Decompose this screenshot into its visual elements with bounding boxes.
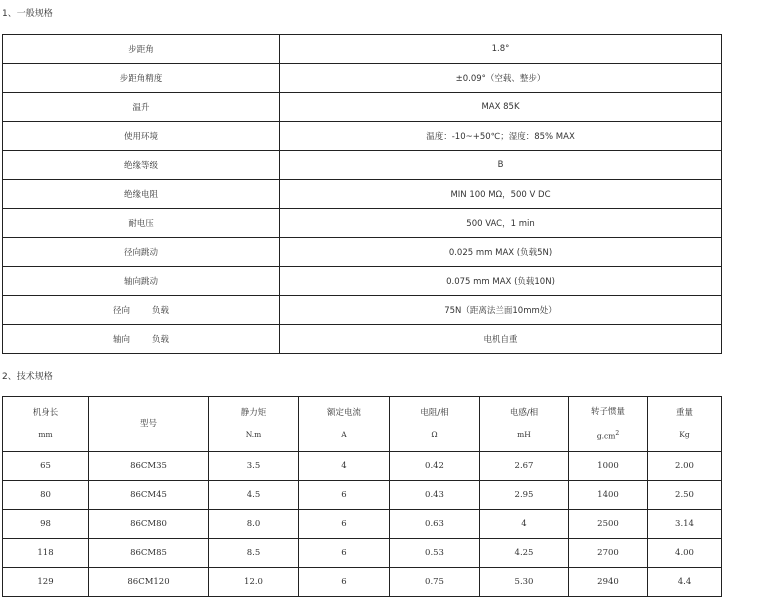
table-row <box>3 481 722 510</box>
cell-rated-current: 6 <box>299 568 390 597</box>
cell-body-length: 98 <box>3 510 89 539</box>
header-holding-torque: 静力矩 N.m <box>209 397 299 452</box>
technical-specs-table <box>2 396 722 597</box>
cell-rated-current: 4 <box>299 452 390 481</box>
cell-weight: 3.14 <box>648 510 722 539</box>
table-row <box>3 452 722 481</box>
header-resistance: 电阻/相 Ω <box>390 397 480 452</box>
cell-resistance: 0.43 <box>390 481 480 510</box>
cell-body-length: 129 <box>3 568 89 597</box>
spec-label: 径向跳动 <box>3 238 280 267</box>
spec-label: 步距角精度 <box>3 64 280 93</box>
spec-label: 使用环境 <box>3 122 280 151</box>
spec-label <box>3 296 280 325</box>
cell-resistance: 0.75 <box>390 568 480 597</box>
cell-holding-torque: 3.5 <box>209 452 299 481</box>
spec-value: MAX 85K <box>280 93 722 122</box>
cell-model: 86CM120 <box>89 568 209 597</box>
spec-label-load: 负载 <box>152 306 170 316</box>
table-row <box>3 510 722 539</box>
cell-rated-current: 6 <box>299 510 390 539</box>
cell-weight: 2.50 <box>648 481 722 510</box>
section-title-technical-specs: 2、技术规格 <box>2 372 53 382</box>
cell-rotor-inertia: 2940 <box>569 568 648 597</box>
spec-row-radial-runout <box>3 238 722 267</box>
cell-model: 86CM45 <box>89 481 209 510</box>
spec-label: 绝缘等级 <box>3 151 280 180</box>
cell-inductance: 2.95 <box>480 481 569 510</box>
spec-row-insulation-resistance <box>3 180 722 209</box>
spec-value: 1.8° <box>280 35 722 64</box>
spec-row-axial-load <box>3 325 722 354</box>
header-rated-current: 额定电流 A <box>299 397 390 452</box>
cell-holding-torque: 8.0 <box>209 510 299 539</box>
cell-rotor-inertia: 2500 <box>569 510 648 539</box>
cell-rated-current: 6 <box>299 481 390 510</box>
spec-label: 绝缘电阻 <box>3 180 280 209</box>
cell-holding-torque: 4.5 <box>209 481 299 510</box>
section-title-general-specs: 1、一般规格 <box>2 9 53 19</box>
spec-value: ±0.09°（空载、整步） <box>280 64 722 93</box>
spec-value: 温度：-10~+50℃；湿度：85% MAX <box>280 122 722 151</box>
header-body-length: 机身长 mm <box>3 397 89 452</box>
spec-row-step-accuracy <box>3 64 722 93</box>
table-row <box>3 539 722 568</box>
cell-holding-torque: 12.0 <box>209 568 299 597</box>
spec-label: 步距角 <box>3 35 280 64</box>
spec-label: 温升 <box>3 93 280 122</box>
header-inductance: 电感/相 mH <box>480 397 569 452</box>
spec-value: 电机自重 <box>280 325 722 354</box>
spec-label: 耐电压 <box>3 209 280 238</box>
cell-body-length: 65 <box>3 452 89 481</box>
cell-rotor-inertia: 1400 <box>569 481 648 510</box>
spec-value: 0.025 mm MAX (负载5N) <box>280 238 722 267</box>
spec-label-direction: 轴向 <box>112 335 130 345</box>
cell-holding-torque: 8.5 <box>209 539 299 568</box>
cell-resistance: 0.53 <box>390 539 480 568</box>
cell-inductance: 5.30 <box>480 568 569 597</box>
spec-value: 75N（距离法兰面10mm处） <box>280 296 722 325</box>
spec-label <box>3 325 280 354</box>
table-row <box>3 568 722 597</box>
header-model: 型号 <box>89 397 209 452</box>
cell-body-length: 80 <box>3 481 89 510</box>
cell-model: 86CM80 <box>89 510 209 539</box>
cell-rated-current: 6 <box>299 539 390 568</box>
general-specs-table <box>2 34 722 354</box>
cell-weight: 2.00 <box>648 452 722 481</box>
spec-label-direction: 径向 <box>112 306 130 316</box>
spec-row-environment <box>3 122 722 151</box>
cell-model: 86CM35 <box>89 452 209 481</box>
cell-model: 86CM85 <box>89 539 209 568</box>
spec-value: B <box>280 151 722 180</box>
cell-weight: 4.00 <box>648 539 722 568</box>
header-weight: 重量 Kg <box>648 397 722 452</box>
tech-header-row <box>3 397 722 452</box>
cell-weight: 4.4 <box>648 568 722 597</box>
spec-label: 轴向跳动 <box>3 267 280 296</box>
cell-resistance: 0.63 <box>390 510 480 539</box>
cell-inductance: 4 <box>480 510 569 539</box>
cell-rotor-inertia: 1000 <box>569 452 648 481</box>
cell-resistance: 0.42 <box>390 452 480 481</box>
cell-rotor-inertia: 2700 <box>569 539 648 568</box>
spec-row-radial-load <box>3 296 722 325</box>
cell-inductance: 4.25 <box>480 539 569 568</box>
header-rotor-inertia: 转子惯量 $g.cm^2$ <box>569 397 648 452</box>
spec-label-load: 负载 <box>152 335 170 345</box>
spec-value: MIN 100 MΩ，500 V DC <box>280 180 722 209</box>
cell-inductance: 2.67 <box>480 452 569 481</box>
cell-body-length: 118 <box>3 539 89 568</box>
spec-value: 500 VAC，1 min <box>280 209 722 238</box>
spec-row-step-angle <box>3 35 722 64</box>
spec-row-insulation-class <box>3 151 722 180</box>
spec-row-withstand-voltage <box>3 209 722 238</box>
spec-row-axial-runout <box>3 267 722 296</box>
spec-value: 0.075 mm MAX (负载10N) <box>280 267 722 296</box>
spec-row-temp-rise <box>3 93 722 122</box>
